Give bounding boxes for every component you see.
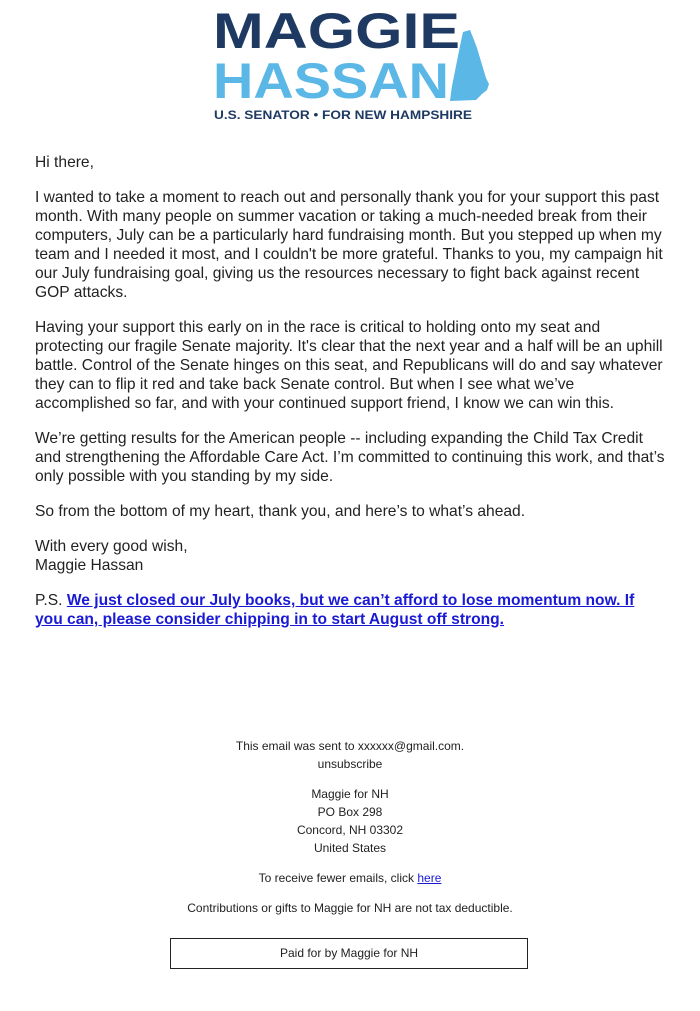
body-paragraph-3: We’re getting results for the American people -- including expanding the Child Tax Credit and strengthening the Affordable Care Act. I’m committed to continuing this work, and that’s only possible with you standing by my side. xyxy=(35,430,665,485)
tax-disclaimer: Contributions or gifts to Maggie for NH are not tax deductible. xyxy=(187,901,513,915)
ps-prefix: P.S. xyxy=(35,592,63,609)
email-footer xyxy=(0,737,700,917)
body-paragraph-4: So from the bottom of my heart, thank you, and here’s to what’s ahead. xyxy=(35,503,526,520)
address-line-pobox: PO Box 298 xyxy=(317,805,383,819)
signature-block xyxy=(35,537,665,575)
unsubscribe-link[interactable]: unsubscribe xyxy=(317,757,383,771)
paid-for-disclaimer: Paid for by Maggie for NH xyxy=(170,938,528,969)
logo-first-name: MAGGIE xyxy=(213,3,460,59)
fewer-emails-text: To receive fewer emails, click xyxy=(258,871,414,885)
address-line-country: United States xyxy=(313,841,387,855)
postscript xyxy=(35,591,665,629)
logo-graphic xyxy=(0,0,700,125)
email-body xyxy=(35,153,665,645)
signoff: With every good wish, xyxy=(35,538,188,555)
fewer-emails-notice xyxy=(0,869,700,887)
campaign-logo xyxy=(0,0,700,125)
address-line-org: Maggie for NH xyxy=(311,787,389,801)
sent-to-notice: This email was sent to xxxxxx@gmail.com. xyxy=(235,739,465,753)
fewer-emails-link[interactable]: here xyxy=(417,871,442,885)
greeting: Hi there, xyxy=(35,154,94,171)
logo-last-name: HASSAN xyxy=(213,53,449,109)
body-paragraph-1: I wanted to take a moment to reach out and personally thank you for your support this past month. With many people on summer vacation or taking a much-needed break from their computers, July can be a particularly hard fundraising month. But you stepped up when my team and I needed it most, and I couldn't be more grateful. Thanks to you, my campaign hit our July fundraising goal, giving us the resources necessary to fight back against recent GOP attacks. xyxy=(35,189,663,301)
logo-tagline: U.S. SENATOR • FOR NEW HAMPSHIRE xyxy=(214,110,473,122)
body-paragraph-2: Having your support this early on in the race is critical to holding onto my seat and protecting our fragile Senate majority. It's clear that the next year and a half will be an uphill battle. Control of the Senate hinges on this seat, and Republicans will do and say whatever they can to flip it red and take back Senate control. But when I see what we’ve accomplished so far, and with your continued support friend, I know we can win this. xyxy=(35,319,663,412)
donate-link[interactable]: We just closed our July books, but we can’t afford to lose momentum now. If you can, please consider chipping in to start August off strong. xyxy=(35,592,635,628)
signature-name: Maggie Hassan xyxy=(35,557,144,574)
address-line-city: Concord, NH 03302 xyxy=(296,823,404,837)
